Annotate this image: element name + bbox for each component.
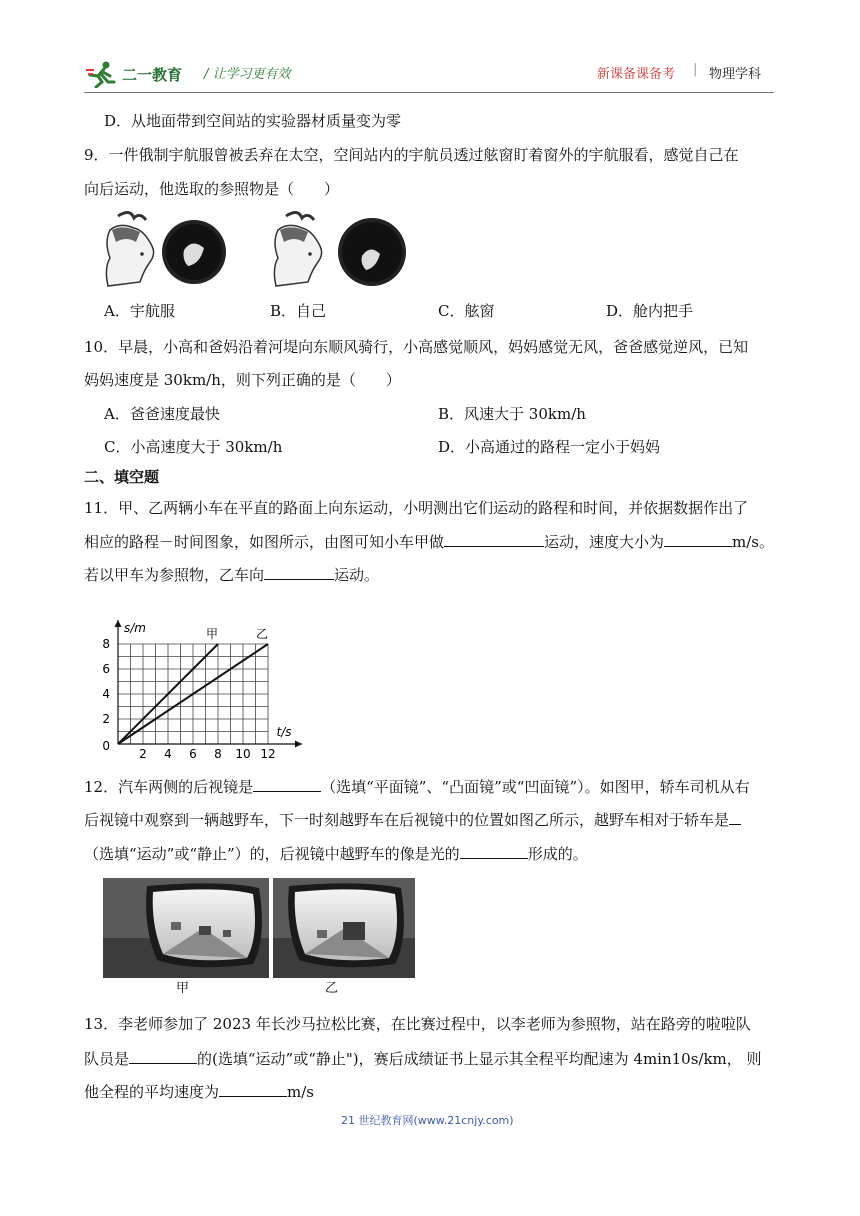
- runner-logo-icon: [84, 60, 122, 88]
- q12-mirror-photos: [103, 878, 415, 978]
- section-title: 二、填空题: [84, 468, 160, 486]
- q12-text-line3: [84, 842, 588, 865]
- q13-text-line1: 13．李老师参加了 2023 年长沙马拉松比赛，在比赛过程中，以李老师为参照物，站在路旁的啦啦队: [84, 1015, 751, 1033]
- q9-option-d: D．舱内把手: [606, 302, 694, 320]
- q13-text-line2-a: 队员是: [84, 1050, 130, 1068]
- q11-text-line3-a: 若以甲车为参照物，乙车向: [84, 566, 265, 584]
- q12-caption-left: 甲: [176, 981, 190, 996]
- q11-blank-motion[interactable]: [444, 530, 544, 547]
- page-footer: 21 世纪教育网(www.21cnjy.com): [341, 1114, 514, 1127]
- q13-text-line3-b: m/s: [287, 1083, 314, 1101]
- q9-figure-right: [274, 212, 406, 286]
- q13-blank-state[interactable]: [129, 1047, 197, 1064]
- origin-label: 0: [102, 739, 110, 753]
- series-label-yi: 乙: [255, 627, 269, 641]
- x-tick-label: 4: [164, 747, 172, 761]
- y-tick-label: 2: [102, 712, 110, 726]
- q9-option-a: A．宇航服: [104, 302, 175, 320]
- logo-text: 二一教育: [122, 66, 183, 84]
- q10-option-b: B．风速大于 30km/h: [438, 405, 586, 423]
- q12-blank-motion[interactable]: [729, 808, 741, 825]
- x-tick-label: 12: [260, 747, 276, 761]
- q12-caption-right: 乙: [325, 981, 339, 996]
- q12-text-line3-a: （选填“运动”或“静止”）的，后视镜中越野车的像是光的: [84, 845, 460, 863]
- q11-text-line1: 11．甲、乙两辆小车在平直的路面上向东运动，小明测出它们运动的路程和时间，并依据数据作出了: [84, 499, 749, 517]
- header-divider: [84, 92, 774, 93]
- x-axis-arrow-icon: [295, 741, 302, 748]
- q12-blank-mirror[interactable]: [253, 775, 321, 792]
- y-tick-label: 8: [102, 637, 110, 651]
- q11-text-line2-a: 相应的路程－时间图象，如图所示，由图可知小车甲做: [84, 533, 445, 551]
- x-tick-label: 10: [235, 747, 251, 761]
- q12-text-line3-b: 形成的。: [527, 845, 588, 863]
- q9-figure: [100, 208, 430, 290]
- y-tick-label: 6: [102, 662, 110, 676]
- q9-figure-left: [106, 212, 226, 286]
- q9-text-line1: 9．一件俄制宇航服曾被丢弃在太空，空间站内的宇航员透过舷窗盯着窗外的宇航服看，感觉自己在: [84, 146, 739, 164]
- y-axis-label: s/m: [124, 621, 146, 635]
- q11-text-line2-b: 运动，速度大小为: [544, 533, 665, 551]
- q11-text-line3: [84, 563, 379, 586]
- q12-blank-light[interactable]: [460, 842, 528, 859]
- q11-text-line3-b: 运动。: [334, 566, 380, 584]
- header-subject: 物理学科: [709, 67, 762, 82]
- q10-option-c: C．小高速度大于 30km/h: [104, 438, 283, 456]
- q13-blank-speed[interactable]: [219, 1080, 287, 1097]
- q13-text-line2: [84, 1047, 762, 1070]
- q10-text-line2: 妈妈速度是 30km/h，则下列正确的是（ ）: [84, 371, 401, 389]
- x-tick-label: 8: [214, 747, 222, 761]
- q12-text-line2-text: 后视镜中观察到一辆越野车，下一时刻越野车在后视镜中的位置如图乙所示，越野车相对于轿车是: [84, 811, 730, 829]
- header-course: 新课备课备考: [597, 67, 676, 82]
- q11-st-chart: [96, 596, 316, 762]
- q10-text-line1: 10．早晨，小高和爸妈沿着河堤向东顺风骑行，小高感觉顺风，妈妈感觉无风，爸爸感觉逆风，已知: [84, 338, 749, 356]
- q10-option-d: D．小高通过的路程一定小于妈妈: [438, 438, 661, 456]
- q11-text-line2-c: m/s。: [732, 533, 775, 551]
- q11-blank-speed[interactable]: [664, 530, 732, 547]
- q13-text-line2-b: 的(选填“运动”或“静止")，赛后成绩证书上显示其全程平均配速为 4min10s/km， 则: [197, 1050, 762, 1068]
- q13-text-line3: [84, 1080, 314, 1103]
- series-label-jia: 甲: [205, 627, 219, 641]
- mirror-photo-left: [103, 878, 269, 978]
- x-tick-label: 6: [189, 747, 197, 761]
- q9-text-line2: 向后运动，他选取的参照物是（ ）: [84, 180, 340, 198]
- q9-option-b: B．自己: [270, 302, 327, 320]
- y-axis-arrow-icon: [115, 620, 122, 627]
- y-tick-label: 4: [102, 687, 110, 701]
- q11-blank-direction[interactable]: [264, 563, 334, 580]
- q10-option-a: A．爸爸速度最快: [104, 405, 220, 423]
- x-tick-label: 2: [139, 747, 147, 761]
- x-axis-label: t/s: [276, 725, 292, 739]
- mirror-photo-right: [273, 878, 415, 978]
- q12-text-line2: [84, 808, 741, 831]
- q13-text-line3-a: 他全程的平均速度为: [84, 1083, 220, 1101]
- q12-text-line1-b: （选填“平面镜”、“凸面镜”或“凹面镜”）。如图甲，轿车司机从右: [321, 778, 750, 796]
- q9-option-c: C．舷窗: [438, 302, 495, 320]
- q12-text-line1-a: 12．汽车两侧的后视镜是: [84, 778, 254, 796]
- header-separator: |: [693, 62, 698, 77]
- q11-text-line2: [84, 530, 774, 553]
- q8-option-d: D．从地面带到空间站的实验器材质量变为零: [104, 112, 402, 130]
- slogan: / 让学习更有效: [204, 67, 291, 82]
- q12-text-line1: [84, 775, 750, 798]
